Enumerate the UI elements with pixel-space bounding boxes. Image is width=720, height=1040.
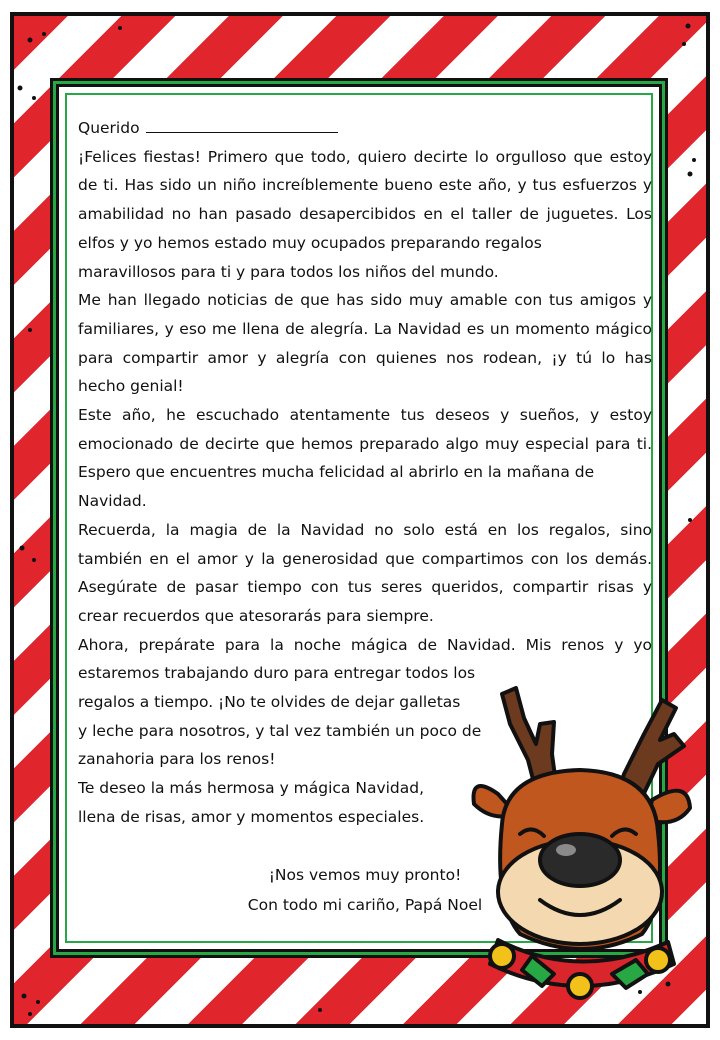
letter-line: estaremos trabajando duro para entregar todos los [78,664,476,683]
letter-line: para compartir amor y alegría con quienes nos rodean, ¡y tú lo has [78,348,652,367]
letter-line: emocionado de decirte que hemos preparado algo muy especial para ti. [78,434,652,453]
letter-line: Espero que encuentres mucha felicidad al abrirlo en la mañana de [78,463,595,482]
letter-line: Navidad. [78,492,147,511]
bell-icon [568,974,592,998]
letter-line: zanahoria para los renos! [78,750,276,769]
letter-line: amabilidad no han pasado desapercibidos en el taller de juguetes. Los [78,205,652,224]
letter-line: Ahora, prepárate para la noche mágica de Navidad. Mis renos y yo [78,635,652,654]
letter-line: Este año, he escuchado atentamente tus deseos y sueños, y estoy [78,406,652,425]
letter-line: elfos y yo hemos estado muy ocupados preparando regalos [78,233,542,252]
letter-line: de ti. Has sido un niño increíblemente bueno este año, y tus esfuerzos y [78,176,652,195]
letter-line: crear recuerdos que atesorarás para siempre. [78,606,434,625]
recipient-name-blank [146,114,338,133]
closing-line: ¡Nos vemos muy pronto! [268,866,462,884]
letter-line: familiares, y eso me llena de alegría. La Navidad es un momento mágico [78,319,652,338]
letter-line: ¡Felices fiestas! Primero que todo, quiero decirte lo orgulloso que estoy [78,147,652,166]
letter-line: maravillosos para ti y para todos los niños del mundo. [78,262,499,281]
reindeer-nose-icon [540,834,620,886]
letter-line: también en el amor y la generosidad que compartimos con los demás. [78,549,652,568]
reindeer-illustration [462,664,710,1004]
letter-line: Me han llegado noticias de que has sido muy amable con tus amigos y [78,291,652,310]
letter-line: y leche para nosotros, y tal vez también un poco de [78,721,482,740]
letter-line: llena de risas, amor y momentos especiales. [78,807,425,826]
greeting-label: Querido [78,119,140,137]
letter-line: regalos a tiempo. ¡No te olvides de dejar galletas [78,693,461,712]
bell-icon [490,944,514,968]
letter-line: hecho genial! [78,377,184,396]
bell-icon [646,948,670,972]
greeting-line [78,114,652,143]
signature-line: Con todo mi cariño, Papá Noel [247,896,483,914]
letter-line: Te deseo la más hermosa y mágica Navidad, [78,779,425,798]
letter-line: Recuerda, la magia de la Navidad no solo está en los regalos, sino [78,520,652,539]
letter-line: Asegúrate de pasar tiempo con tus seres queridos, compartir risas y [78,578,652,597]
